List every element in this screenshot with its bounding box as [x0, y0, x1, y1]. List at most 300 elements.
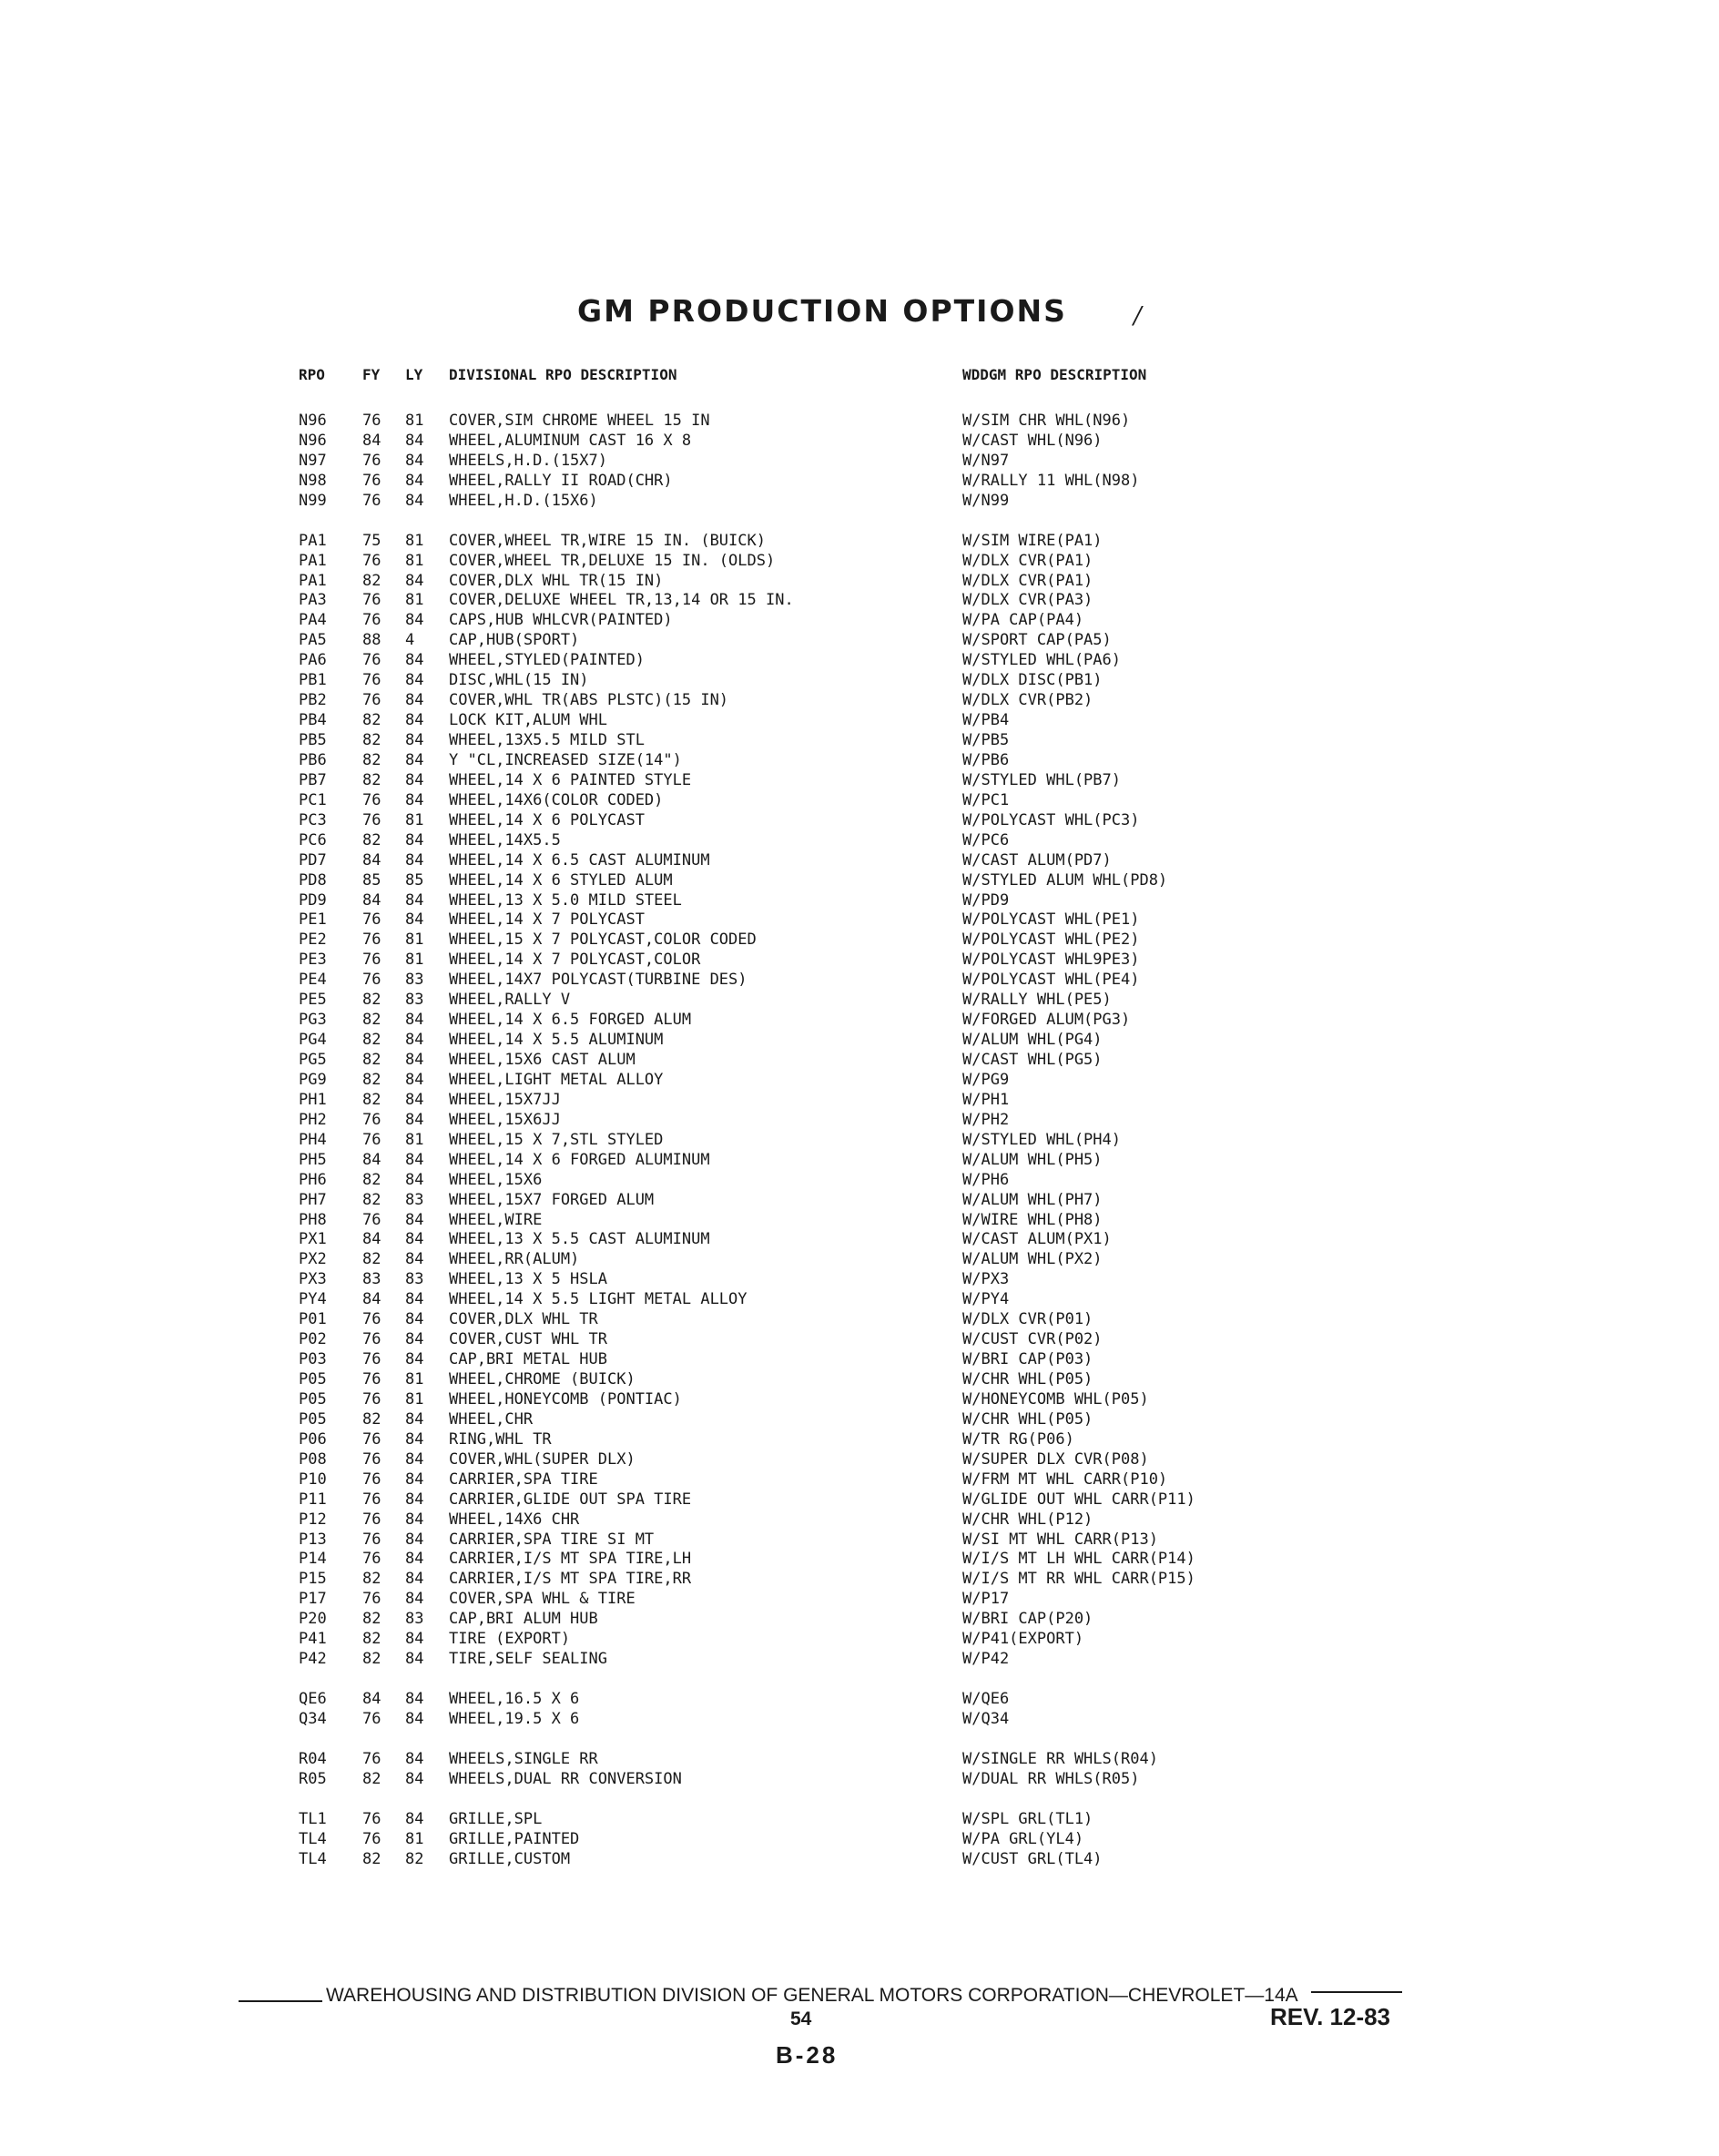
table-row — [0, 1310, 1719, 1330]
table-row — [0, 552, 1719, 572]
rpo-code: PD9 — [299, 890, 327, 910]
last-year: 84 — [405, 790, 424, 809]
revision-label: REV. 12-83 — [1270, 2003, 1391, 2030]
wddgm-description: W/N97 — [962, 451, 1010, 470]
group-spacer — [0, 1790, 1719, 1810]
rpo-code: PX1 — [299, 1230, 327, 1249]
wddgm-description: W/ALUM WHL(PH7) — [962, 1190, 1103, 1209]
first-year: 76 — [362, 1110, 381, 1129]
divisional-description: GRILLE,PAINTED — [449, 1829, 580, 1848]
table-row — [0, 1830, 1719, 1850]
divisional-description: GRILLE,SPL — [449, 1809, 543, 1828]
last-year: 83 — [405, 1610, 424, 1629]
last-year: 84 — [405, 1350, 424, 1369]
divisional-description: WHEEL,RALLY V — [449, 991, 571, 1010]
rpo-code: PE4 — [299, 971, 327, 990]
last-year: 84 — [405, 1769, 424, 1788]
last-year: 84 — [405, 1550, 424, 1569]
wddgm-description: W/DLX CVR(PB2) — [962, 691, 1093, 710]
last-year: 83 — [405, 1190, 424, 1209]
footer-rule-left — [239, 2000, 322, 2002]
first-year: 76 — [362, 1389, 381, 1409]
wddgm-description: W/SIM WIRE(PA1) — [962, 531, 1103, 550]
first-year: 76 — [362, 971, 381, 990]
wddgm-description: W/CUST GRL(TL4) — [962, 1849, 1103, 1868]
last-year: 84 — [405, 850, 424, 870]
wddgm-description: W/POLYCAST WHL(PE2) — [962, 931, 1140, 950]
wddgm-description: W/P41(EXPORT) — [962, 1630, 1084, 1649]
rpo-code: P15 — [299, 1570, 327, 1589]
table-row — [0, 1490, 1719, 1510]
first-year: 82 — [362, 1170, 381, 1189]
last-year: 84 — [405, 671, 424, 690]
rpo-code: P01 — [299, 1310, 327, 1329]
rpo-code: N96 — [299, 431, 327, 450]
first-year: 84 — [362, 431, 381, 450]
rpo-code: PX3 — [299, 1270, 327, 1289]
last-year: 84 — [405, 910, 424, 930]
first-year: 76 — [362, 790, 381, 809]
first-year: 76 — [362, 691, 381, 710]
wddgm-description: W/PH2 — [962, 1110, 1010, 1129]
first-year: 76 — [362, 1310, 381, 1329]
rpo-code: N99 — [299, 491, 327, 510]
first-year: 76 — [362, 551, 381, 570]
rpo-code: PH4 — [299, 1130, 327, 1149]
rpo-code: P06 — [299, 1429, 327, 1449]
first-year: 76 — [362, 1449, 381, 1469]
last-year: 84 — [405, 611, 424, 630]
wddgm-description: W/POLYCAST WHL9PE3) — [962, 951, 1140, 970]
divisional-description: COVER,WHEEL TR,DELUXE 15 IN. (OLDS) — [449, 551, 776, 570]
wddgm-description: W/I/S MT LH WHL CARR(P14) — [962, 1550, 1195, 1569]
table-row — [0, 1531, 1719, 1551]
first-year: 82 — [362, 1849, 381, 1868]
table-row — [0, 1690, 1719, 1710]
rpo-code: P41 — [299, 1630, 327, 1649]
first-year: 76 — [362, 1490, 381, 1509]
wddgm-description: W/CHR WHL(P12) — [962, 1510, 1093, 1529]
table-row — [0, 1610, 1719, 1630]
first-year: 76 — [362, 451, 381, 470]
divisional-description: WHEEL,15X6 CAST ALUM — [449, 1051, 636, 1069]
table-row — [0, 1290, 1719, 1310]
table-row — [0, 532, 1719, 552]
rpo-code: P12 — [299, 1510, 327, 1529]
table-row — [0, 1710, 1719, 1730]
group-spacer — [0, 1730, 1719, 1750]
first-year: 82 — [362, 1409, 381, 1429]
table-row — [0, 1151, 1719, 1171]
rpo-code: PB4 — [299, 711, 327, 730]
last-year: 84 — [405, 1409, 424, 1429]
rpo-code: PC1 — [299, 790, 327, 809]
divisional-description: WHEEL,RALLY II ROAD(CHR) — [449, 471, 673, 490]
wddgm-description: W/ALUM WHL(PG4) — [962, 1031, 1103, 1050]
rpo-code: P08 — [299, 1449, 327, 1469]
rpo-code: PH5 — [299, 1150, 327, 1169]
rpo-code: PG9 — [299, 1070, 327, 1089]
table-row — [0, 1091, 1719, 1111]
wddgm-description: W/PC6 — [962, 830, 1010, 849]
first-year: 82 — [362, 1011, 381, 1030]
wddgm-description: W/CUST CVR(P02) — [962, 1330, 1103, 1349]
first-year: 88 — [362, 631, 381, 650]
footer-text: WAREHOUSING AND DISTRIBUTION DIVISION OF GENERAL MOTORS CORPORATION—CHEVROLET—14A — [326, 1985, 1298, 2006]
rpo-code: PH2 — [299, 1110, 327, 1129]
rpo-code: PE5 — [299, 991, 327, 1010]
first-year: 76 — [362, 1829, 381, 1848]
rpo-code: PE1 — [299, 910, 327, 930]
table-row — [0, 631, 1719, 651]
last-year: 84 — [405, 1250, 424, 1269]
first-year: 84 — [362, 1290, 381, 1309]
divisional-description: CAP,BRI ALUM HUB — [449, 1610, 598, 1629]
first-year: 82 — [362, 1630, 381, 1649]
first-year: 76 — [362, 1130, 381, 1149]
last-year: 82 — [405, 1849, 424, 1868]
first-year: 82 — [362, 1090, 381, 1109]
first-year: 82 — [362, 1650, 381, 1669]
page-title: GM PRODUCTION OPTIONS — [577, 293, 1067, 329]
first-year: 76 — [362, 591, 381, 610]
divisional-description: COVER,DLX WHL TR — [449, 1310, 598, 1329]
last-year: 84 — [405, 1630, 424, 1649]
divisional-description: WHEEL,15X7 FORGED ALUM — [449, 1190, 655, 1209]
wddgm-description: W/ALUM WHL(PX2) — [962, 1250, 1103, 1269]
wddgm-description: W/CAST WHL(N96) — [962, 431, 1103, 450]
divisional-description: WHEEL,14 X 6 FORGED ALUMINUM — [449, 1150, 710, 1169]
group-spacer — [0, 512, 1719, 532]
options-table — [0, 412, 1719, 1869]
first-year: 82 — [362, 1031, 381, 1050]
rpo-code: TL4 — [299, 1829, 327, 1848]
wddgm-description: W/PA CAP(PA4) — [962, 611, 1084, 630]
wddgm-description: W/P42 — [962, 1650, 1010, 1669]
wddgm-description: W/FORGED ALUM(PG3) — [962, 1011, 1131, 1030]
wddgm-description: W/ALUM WHL(PH5) — [962, 1150, 1103, 1169]
rpo-code: P11 — [299, 1490, 327, 1509]
divisional-description: WHEEL,14X7 POLYCAST(TURBINE DES) — [449, 971, 748, 990]
table-row — [0, 1071, 1719, 1091]
divisional-description: WHEEL,STYLED(PAINTED) — [449, 651, 645, 670]
last-year: 84 — [405, 1070, 424, 1089]
wddgm-description: W/STYLED WHL(PB7) — [962, 770, 1121, 789]
wddgm-description: W/DLX CVR(PA1) — [962, 571, 1093, 590]
last-year: 84 — [405, 1690, 424, 1708]
last-year: 81 — [405, 1389, 424, 1409]
table-row — [0, 1330, 1719, 1350]
divisional-description: WHEELS,SINGLE RR — [449, 1749, 598, 1768]
rpo-code: P20 — [299, 1610, 327, 1629]
divisional-description: WHEEL,13X5.5 MILD STL — [449, 731, 645, 749]
divisional-description: WHEEL,14 X 6 PAINTED STYLE — [449, 770, 692, 789]
first-year: 84 — [362, 850, 381, 870]
last-year: 84 — [405, 1011, 424, 1030]
rpo-code: P05 — [299, 1409, 327, 1429]
rpo-code: PA1 — [299, 531, 327, 550]
wddgm-description: W/SIM CHR WHL(N96) — [962, 412, 1131, 430]
last-year: 84 — [405, 1210, 424, 1229]
first-year: 76 — [362, 910, 381, 930]
rpo-code: PG5 — [299, 1051, 327, 1069]
rpo-code: PG4 — [299, 1031, 327, 1050]
table-row — [0, 1590, 1719, 1610]
last-year: 84 — [405, 1290, 424, 1309]
last-year: 84 — [405, 1310, 424, 1329]
table-row — [0, 651, 1719, 671]
rpo-code: PA1 — [299, 551, 327, 570]
divisional-description: COVER,WHL(SUPER DLX) — [449, 1449, 636, 1469]
table-row — [0, 1191, 1719, 1211]
rpo-code: PA6 — [299, 651, 327, 670]
divisional-description: WHEEL,H.D.(15X6) — [449, 491, 598, 510]
wddgm-description: W/PG9 — [962, 1070, 1010, 1089]
first-year: 82 — [362, 770, 381, 789]
wddgm-description: W/DLX CVR(PA1) — [962, 551, 1093, 570]
divisional-description: COVER,SPA WHL & TIRE — [449, 1590, 636, 1609]
first-year: 82 — [362, 750, 381, 769]
last-year: 84 — [405, 711, 424, 730]
first-year: 76 — [362, 931, 381, 950]
last-year: 84 — [405, 1470, 424, 1489]
last-year: 81 — [405, 591, 424, 610]
wddgm-description: W/CHR WHL(P05) — [962, 1409, 1093, 1429]
divisional-description: WHEEL,HONEYCOMB (PONTIAC) — [449, 1389, 682, 1409]
last-year: 81 — [405, 1370, 424, 1388]
rpo-code: PA4 — [299, 611, 327, 630]
table-row — [0, 1350, 1719, 1370]
rpo-code: PH7 — [299, 1190, 327, 1209]
wddgm-description: W/RALLY 11 WHL(N98) — [962, 471, 1140, 490]
divisional-description: WHEEL,15X6JJ — [449, 1110, 561, 1129]
wddgm-description: W/CAST WHL(PG5) — [962, 1051, 1103, 1069]
wddgm-description: W/SPL GRL(TL1) — [962, 1809, 1093, 1828]
first-year: 82 — [362, 1570, 381, 1589]
first-year: 82 — [362, 731, 381, 749]
divisional-description: COVER,SIM CHROME WHEEL 15 IN — [449, 412, 710, 430]
wddgm-description: W/CHR WHL(P05) — [962, 1370, 1093, 1388]
page-number: 54 — [790, 2009, 812, 2029]
table-row — [0, 1630, 1719, 1650]
last-year: 81 — [405, 551, 424, 570]
first-year: 76 — [362, 1749, 381, 1768]
last-year: 81 — [405, 531, 424, 550]
wddgm-description: W/STYLED ALUM WHL(PD8) — [962, 870, 1168, 890]
rpo-code: PH8 — [299, 1210, 327, 1229]
table-row — [0, 412, 1719, 432]
last-year: 84 — [405, 451, 424, 470]
wddgm-description: W/TR RG(P06) — [962, 1429, 1074, 1449]
wddgm-description: W/QE6 — [962, 1690, 1010, 1708]
first-year: 82 — [362, 991, 381, 1010]
first-year: 83 — [362, 1270, 381, 1289]
rpo-code: Q34 — [299, 1709, 327, 1728]
table-row — [0, 1111, 1719, 1131]
first-year: 82 — [362, 1250, 381, 1269]
table-row — [0, 910, 1719, 931]
wddgm-description: W/CAST ALUM(PX1) — [962, 1230, 1112, 1249]
rpo-code: PE2 — [299, 931, 327, 950]
divisional-description: WHEEL,14 X 6 STYLED ALUM — [449, 870, 673, 890]
wddgm-description: W/SPORT CAP(PA5) — [962, 631, 1112, 650]
rpo-code: PB2 — [299, 691, 327, 710]
last-year: 84 — [405, 890, 424, 910]
divisional-description: CAPS,HUB WHLCVR(PAINTED) — [449, 611, 673, 630]
rpo-code: PD8 — [299, 870, 327, 890]
last-year: 84 — [405, 571, 424, 590]
table-row — [0, 1450, 1719, 1470]
table-row — [0, 1211, 1719, 1231]
table-row — [0, 671, 1719, 691]
rpo-code: PB5 — [299, 731, 327, 749]
wddgm-description: W/HONEYCOMB WHL(P05) — [962, 1389, 1149, 1409]
table-row — [0, 572, 1719, 592]
first-year: 76 — [362, 491, 381, 510]
rpo-code: N98 — [299, 471, 327, 490]
rpo-code: PA5 — [299, 631, 327, 650]
rpo-code: PX2 — [299, 1250, 327, 1269]
rpo-code: P10 — [299, 1470, 327, 1489]
divisional-description: WHEEL,15X7JJ — [449, 1090, 561, 1109]
table-row — [0, 432, 1719, 452]
first-year: 76 — [362, 1510, 381, 1529]
divisional-description: WHEEL,RR(ALUM) — [449, 1250, 580, 1269]
rpo-code: QE6 — [299, 1690, 327, 1708]
rpo-code: PE3 — [299, 951, 327, 970]
last-year: 84 — [405, 1650, 424, 1669]
divisional-description: WHEEL,14X6(COLOR CODED) — [449, 790, 664, 809]
first-year: 76 — [362, 1709, 381, 1728]
divisional-description: CARRIER,I/S MT SPA TIRE,RR — [449, 1570, 692, 1589]
rpo-code: PB1 — [299, 671, 327, 690]
table-row — [0, 711, 1719, 731]
last-year: 84 — [405, 651, 424, 670]
divisional-description: WHEEL,CHROME (BUICK) — [449, 1370, 636, 1388]
first-year: 76 — [362, 611, 381, 630]
table-row — [0, 991, 1719, 1011]
rpo-code: PB6 — [299, 750, 327, 769]
table-row — [0, 931, 1719, 951]
wddgm-description: W/PH6 — [962, 1170, 1010, 1189]
table-row — [0, 1750, 1719, 1770]
first-year: 82 — [362, 1070, 381, 1089]
table-row — [0, 1270, 1719, 1290]
table-row — [0, 971, 1719, 991]
divisional-description: TIRE,SELF SEALING — [449, 1650, 607, 1669]
table-row — [0, 611, 1719, 631]
last-year: 84 — [405, 431, 424, 450]
first-year: 82 — [362, 1190, 381, 1209]
rpo-code: PD7 — [299, 850, 327, 870]
first-year: 76 — [362, 651, 381, 670]
first-year: 76 — [362, 1470, 381, 1489]
wddgm-description: W/GLIDE OUT WHL CARR(P11) — [962, 1490, 1195, 1509]
table-row — [0, 1171, 1719, 1191]
table-row — [0, 1390, 1719, 1410]
first-year: 82 — [362, 830, 381, 849]
last-year: 84 — [405, 1809, 424, 1828]
divisional-description: WHEEL,WIRE — [449, 1210, 543, 1229]
first-year: 76 — [362, 1429, 381, 1449]
table-row — [0, 452, 1719, 472]
table-row — [0, 1250, 1719, 1270]
table-row — [0, 1430, 1719, 1450]
table-row — [0, 1230, 1719, 1250]
divisional-description: WHEEL,13 X 5.5 CAST ALUMINUM — [449, 1230, 710, 1249]
table-row — [0, 1850, 1719, 1870]
header-fy: FY — [362, 366, 381, 383]
group-spacer — [0, 1670, 1719, 1690]
first-year: 75 — [362, 531, 381, 550]
divisional-description: WHEEL,14 X 5.5 ALUMINUM — [449, 1031, 664, 1050]
wddgm-description: W/POLYCAST WHL(PE4) — [962, 971, 1140, 990]
first-year: 84 — [362, 1230, 381, 1249]
wddgm-description: W/DUAL RR WHLS(R05) — [962, 1769, 1140, 1788]
divisional-description: RING,WHL TR — [449, 1429, 552, 1449]
wddgm-description: W/PB4 — [962, 711, 1010, 730]
rpo-code: P05 — [299, 1389, 327, 1409]
last-year: 84 — [405, 1230, 424, 1249]
first-year: 76 — [362, 951, 381, 970]
rpo-code: R04 — [299, 1749, 327, 1768]
wddgm-description: W/RALLY WHL(PE5) — [962, 991, 1112, 1010]
divisional-description: WHEEL,14 X 7 POLYCAST — [449, 910, 645, 930]
wddgm-description: W/PD9 — [962, 890, 1010, 910]
rpo-code: R05 — [299, 1769, 327, 1788]
wddgm-description: W/DLX CVR(P01) — [962, 1310, 1093, 1329]
divisional-description: WHEEL,15 X 7 POLYCAST,COLOR CODED — [449, 931, 757, 950]
last-year: 4 — [405, 631, 415, 650]
divisional-description: COVER,WHEEL TR,WIRE 15 IN. (BUICK) — [449, 531, 766, 550]
first-year: 82 — [362, 1051, 381, 1069]
last-year: 84 — [405, 1150, 424, 1169]
divisional-description: WHEEL,14 X 6.5 CAST ALUMINUM — [449, 850, 710, 870]
divisional-description: CARRIER,SPA TIRE SI MT — [449, 1530, 655, 1549]
last-year: 84 — [405, 1170, 424, 1189]
divisional-description: COVER,DELUXE WHEEL TR,13,14 OR 15 IN. — [449, 591, 794, 610]
wddgm-description: W/POLYCAST WHL(PE1) — [962, 910, 1140, 930]
last-year: 81 — [405, 1130, 424, 1149]
first-year: 82 — [362, 571, 381, 590]
wddgm-description: W/SINGLE RR WHLS(R04) — [962, 1749, 1158, 1768]
table-row — [0, 1650, 1719, 1670]
table-row — [0, 871, 1719, 891]
last-year: 84 — [405, 1110, 424, 1129]
first-year: 76 — [362, 1590, 381, 1609]
rpo-code: P03 — [299, 1350, 327, 1369]
divisional-description: WHEELS,H.D.(15X7) — [449, 451, 607, 470]
table-row — [0, 492, 1719, 512]
last-year: 84 — [405, 1429, 424, 1449]
divisional-description: CARRIER,GLIDE OUT SPA TIRE — [449, 1490, 692, 1509]
last-year: 83 — [405, 971, 424, 990]
last-year: 84 — [405, 471, 424, 490]
table-row — [0, 472, 1719, 492]
first-year: 76 — [362, 1809, 381, 1828]
last-year: 84 — [405, 1570, 424, 1589]
wddgm-description: W/PB5 — [962, 731, 1010, 749]
wddgm-description: W/WIRE WHL(PH8) — [962, 1210, 1103, 1229]
table-row — [0, 691, 1719, 711]
table-row — [0, 791, 1719, 811]
wddgm-description: W/STYLED WHL(PA6) — [962, 651, 1121, 670]
last-year: 84 — [405, 1330, 424, 1349]
table-row — [0, 1131, 1719, 1151]
wddgm-description: W/DLX DISC(PB1) — [962, 671, 1103, 690]
last-year: 83 — [405, 991, 424, 1010]
divisional-description: Y "CL,INCREASED SIZE(14") — [449, 750, 682, 769]
